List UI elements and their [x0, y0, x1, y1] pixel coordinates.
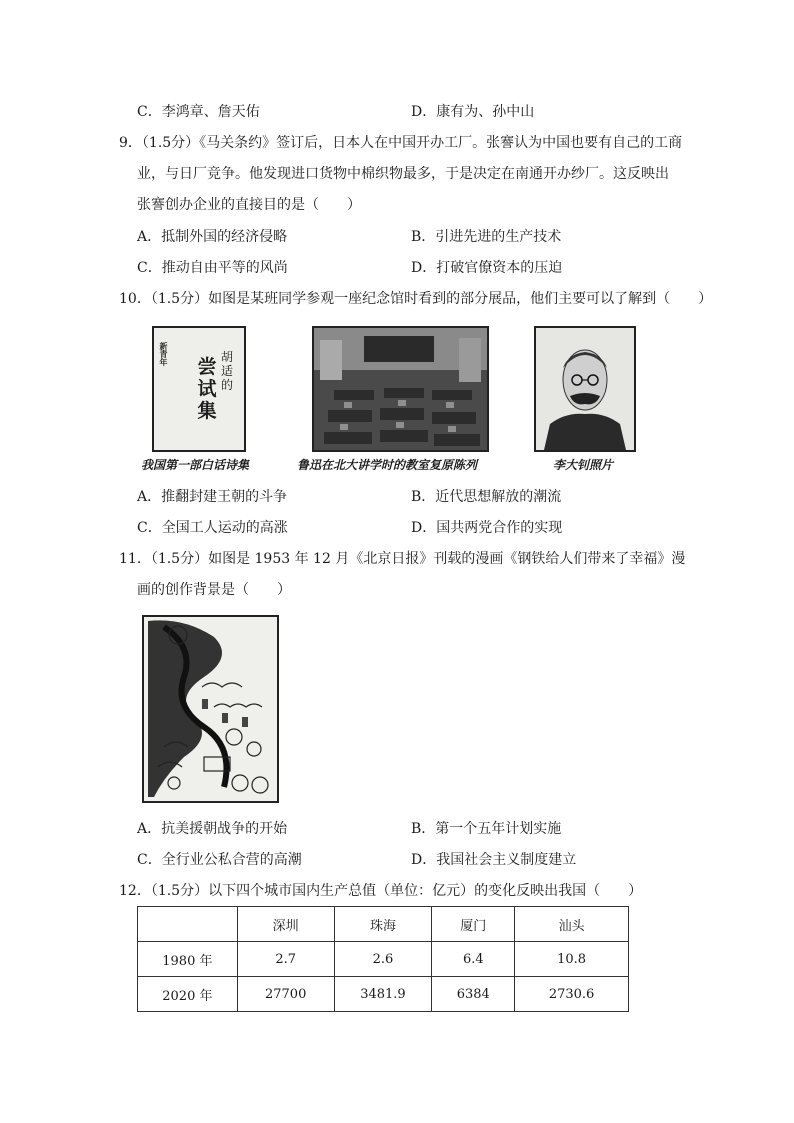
- q10-option-c: C．全国工人运动的高涨: [137, 520, 288, 536]
- portrait-image: [534, 326, 636, 452]
- cartoon-image: [142, 615, 279, 803]
- q8-option-c: C．李鸿章、詹天佑: [137, 104, 260, 120]
- table-cell: 2020 年: [138, 977, 238, 1012]
- table-cell: 2.6: [334, 942, 432, 977]
- table-header-cell: 汕头: [515, 907, 629, 942]
- gdp-table: [137, 906, 629, 1012]
- table-cell: 6384: [432, 977, 515, 1012]
- q11-option-b: B．第一个五年计划实施: [411, 821, 562, 837]
- classroom-image: [312, 326, 489, 452]
- table-cell: 10.8: [515, 942, 629, 977]
- q9-stem-line2: 业，与日厂竞争。他发现进口货物中棉织物最多，于是决定在南通开办纱厂。这反映出: [137, 166, 669, 182]
- q9-option-c: C．推动自由平等的风尚: [137, 260, 288, 276]
- table-header-cell: [138, 907, 238, 942]
- table-header-cell: 厦门: [432, 907, 515, 942]
- svg-text:新青年: 新青年: [159, 342, 169, 366]
- q10-option-b: B．近代思想解放的潮流: [411, 489, 562, 505]
- q10-stem: 10．（1.5分）如图是某班同学参观一座纪念馆时看到的部分展品，他们主要可以了解到（ ）: [119, 291, 713, 307]
- q10-option-d: D．国共两党合作的实现: [411, 520, 563, 536]
- portrait-caption: 李大钊照片: [553, 458, 614, 472]
- q10-option-a: A．推翻封建王朝的斗争: [137, 489, 288, 505]
- q11-option-a: A．抗美援朝战争的开始: [137, 821, 288, 837]
- table-cell: 27700: [237, 977, 334, 1012]
- q11-stem-line2: 画的创作背景是（ ）: [137, 582, 291, 598]
- q9-option-d: D．打破官僚资本的压迫: [411, 260, 563, 276]
- table-cell: 3481.9: [334, 977, 432, 1012]
- table-header-cell: 深圳: [237, 907, 334, 942]
- q9-stem-line1: 9．（1.5分）《马关条约》签订后，日本人在中国开办工厂。张謇认为中国也要有自己的工商: [119, 135, 683, 151]
- table-cell: 2.7: [237, 942, 334, 977]
- q11-option-c: C．全行业公私合营的高潮: [137, 852, 302, 868]
- table-cell: 1980 年: [138, 942, 238, 977]
- poetry-collection-image: [152, 326, 246, 452]
- q12-stem: 12．（1.5分）以下四个城市国内生产总值（单位：亿元）的变化反映出我国（ ）: [119, 883, 643, 899]
- poetry-caption: 我国第一部白话诗集: [141, 458, 250, 472]
- q9-option-a: A．抵制外国的经济侵略: [137, 229, 288, 245]
- q11-option-d: D．我国社会主义制度建立: [411, 852, 577, 868]
- table-header-row: [138, 907, 629, 942]
- q9-stem-line3: 张謇创办企业的直接目的是（ ）: [137, 197, 361, 213]
- q11-stem-line1: 11．（1.5分）如图是 1953 年 12 月《北京日报》刊载的漫画《钢铁给人们带来了幸福》漫: [119, 551, 686, 567]
- table-header-cell: 珠海: [334, 907, 432, 942]
- table-cell: 2730.6: [515, 977, 629, 1012]
- table-row: [138, 942, 629, 977]
- table-cell: 6.4: [432, 942, 515, 977]
- table-row: [138, 977, 629, 1012]
- poetry-cover-title: 尝试集: [197, 356, 217, 422]
- q8-option-d: D．康有为、孙中山: [411, 104, 535, 120]
- q9-option-b: B．引进先进的生产技术: [411, 229, 562, 245]
- classroom-caption: 鲁迅在北大讲学时的教室复原陈列: [297, 458, 478, 472]
- poetry-cover-author: 胡适的: [220, 350, 233, 392]
